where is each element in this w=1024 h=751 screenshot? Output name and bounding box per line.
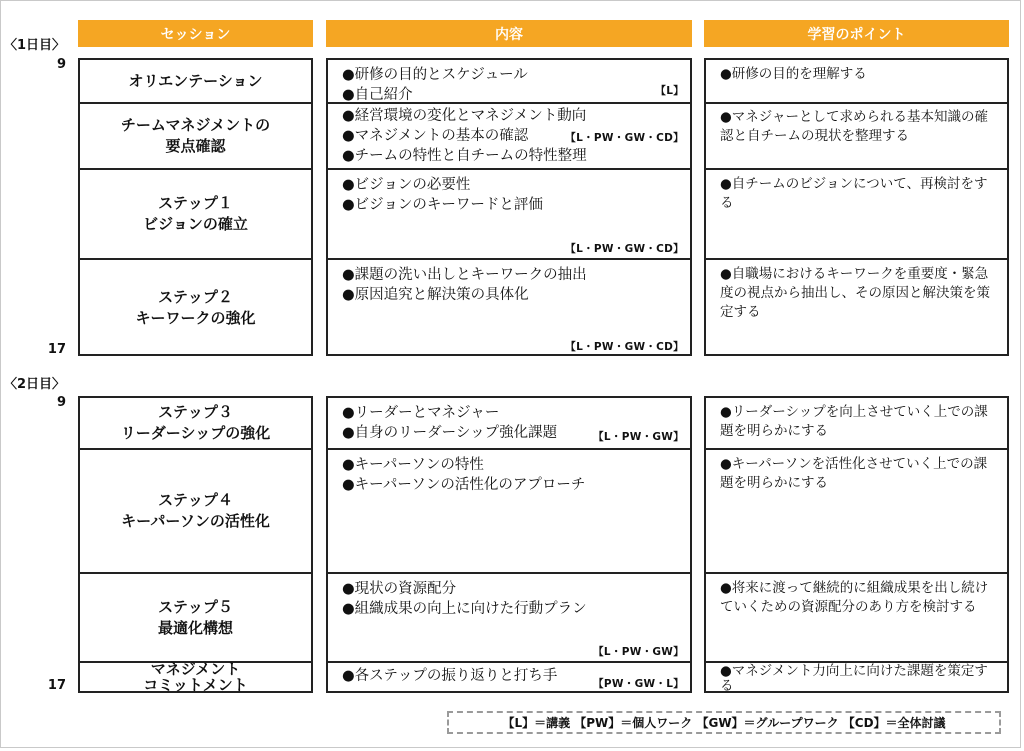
point-text: ● マネジャーとして求められる基本知識の確認と自チームの現状を整理する bbox=[720, 109, 988, 144]
content-cell bbox=[328, 60, 690, 102]
day2-session-column bbox=[78, 396, 313, 693]
content-item: ● 研修の目的とスケジュール bbox=[342, 65, 684, 85]
method-tag: 【L】 bbox=[655, 85, 684, 97]
session-title-step1: ステップ１ ビジョンの確立 bbox=[143, 194, 248, 233]
content-item: ● キーパーソンの活性化のアプローチ bbox=[342, 475, 684, 495]
session-title-orientation: オリエンテーション bbox=[128, 71, 263, 90]
content-item: ● リーダーとマネジャー bbox=[342, 403, 684, 423]
legend-box: 【L】＝講義 【PW】＝個人ワーク 【GW】＝グループワーク 【CD】＝全体討議 bbox=[447, 711, 1001, 734]
method-tag: 【L・PW・GW・CD】 bbox=[565, 341, 684, 353]
content-item: ● 現状の資源配分 bbox=[342, 579, 684, 599]
method-tag: 【L・PW・GW】 bbox=[593, 646, 684, 658]
point-text: ● 自チームのビジョンについて、再検討をする bbox=[720, 176, 987, 211]
content-item: ● ビジョンの必要性 bbox=[342, 175, 684, 195]
content-item: ● キーパーソンの特性 bbox=[342, 455, 684, 475]
content-item: ● 課題の洗い出しとキーワークの抽出 bbox=[342, 265, 684, 285]
method-tag: 【PW・GW・L】 bbox=[593, 678, 684, 690]
content-item: ● チームの特性と自チームの特性整理 bbox=[342, 146, 684, 166]
day1-points-column bbox=[704, 58, 1009, 356]
content-item: ● マネジメントの基本の確認 bbox=[342, 126, 684, 146]
header-points: 学習のポイント bbox=[704, 20, 1009, 47]
session-title-step2: ステップ２ キーワークの強化 bbox=[135, 288, 256, 327]
day1-content-column bbox=[326, 58, 692, 356]
day2-content-column bbox=[326, 396, 692, 693]
content-item: ● ビジョンのキーワードと評価 bbox=[342, 195, 684, 215]
content-item: ● 自身のリーダーシップ強化課題 bbox=[342, 423, 684, 443]
content-item: ● 原因追究と解決策の具体化 bbox=[342, 285, 684, 305]
header-content: 内容 bbox=[326, 20, 692, 47]
content-item: ● 経営環境の変化とマネジメント動向 bbox=[342, 106, 684, 126]
point-text: ● 自職場におけるキーワークを重要度・緊急度の視点から抽出し、その原因と解決策を策定する bbox=[720, 266, 990, 320]
content-item: ● 各ステップの振り返りと打ち手 bbox=[342, 666, 684, 686]
day1-label: 〈1日目〉 bbox=[4, 38, 66, 53]
session-title-team-management: チームマネジメントの 要点確認 bbox=[120, 116, 271, 155]
content-item: ● 自己紹介 bbox=[342, 85, 684, 105]
day1-session-column bbox=[78, 58, 313, 356]
day1-start-time: 9 bbox=[56, 57, 66, 72]
session-title-step5: ステップ５ 最適化構想 bbox=[157, 597, 233, 637]
point-text: ● リーダーシップを向上させていく上での課題を明らかにする bbox=[720, 404, 988, 439]
point-text: ● 研修の目的を理解する bbox=[720, 66, 867, 82]
day2-label: 〈2日目〉 bbox=[4, 377, 66, 392]
day2-points-column bbox=[704, 396, 1009, 693]
header-session: セッション bbox=[78, 20, 313, 47]
method-tag: 【L・PW・GW・CD】 bbox=[565, 132, 684, 144]
method-tag: 【L・PW・GW・CD】 bbox=[565, 243, 684, 255]
session-title-step3: ステップ３ リーダーシップの強化 bbox=[120, 403, 271, 442]
point-text: ● マネジメント力向上に向けた課題を策定する bbox=[720, 663, 988, 694]
method-tag: 【L・PW・GW】 bbox=[593, 431, 684, 443]
session-title-step4: ステップ４ キーパーソンの活性化 bbox=[121, 491, 270, 530]
point-text: ● キーパーソンを活性化させていく上での課題を明らかにする bbox=[720, 456, 987, 491]
point-text: ● 将来に渡って継続的に組織成果を出し続けていくための資源配分のあり方を検討する bbox=[720, 580, 988, 615]
day2-end-time: 17 bbox=[47, 678, 66, 693]
day2-start-time: 9 bbox=[56, 395, 66, 410]
content-item: ● 組織成果の向上に向けた行動プラン bbox=[342, 599, 684, 619]
day1-end-time: 17 bbox=[47, 342, 66, 357]
session-title-commitment: マネジメント コミットメント bbox=[143, 660, 248, 694]
